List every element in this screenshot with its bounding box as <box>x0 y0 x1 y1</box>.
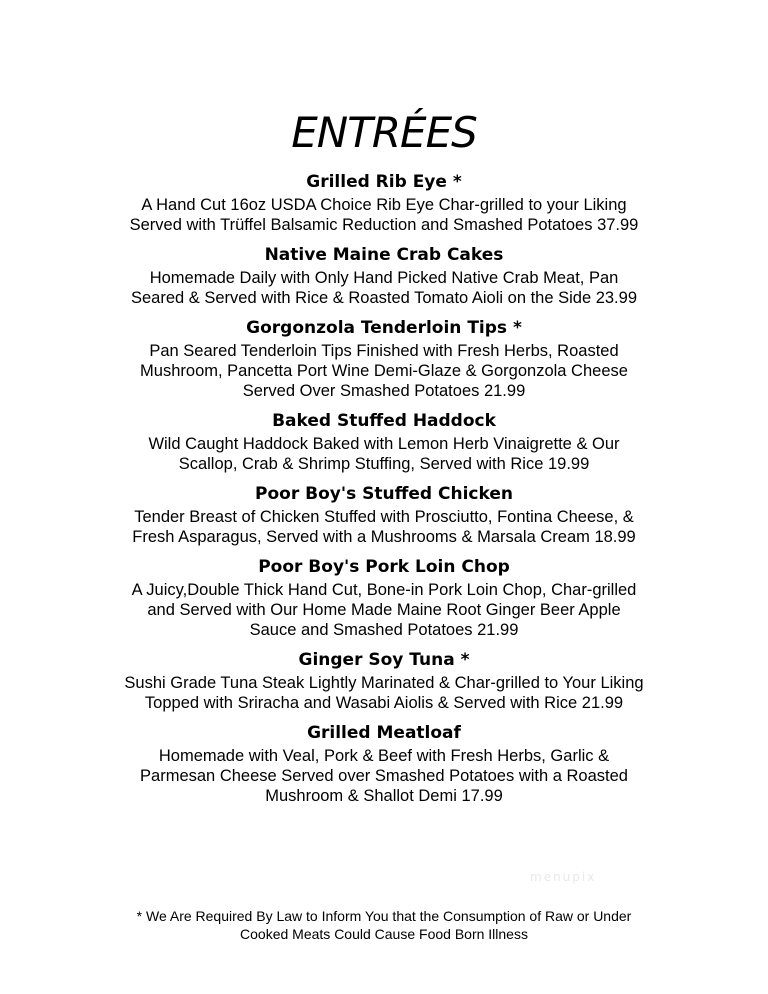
menu-item-description <box>0 341 768 401</box>
menu-item <box>0 721 768 806</box>
menu-item-name: Grilled Meatloaf <box>307 723 461 743</box>
menu-item-name: Ginger Soy Tuna * <box>298 650 470 670</box>
description-line: Homemade with Veal, Pork & Beef with Fresh Herbs, Garlic & <box>158 747 610 765</box>
menu-item <box>0 170 768 235</box>
description-line: Wild Caught Haddock Baked with Lemon Herb Vinaigrette & Our <box>148 435 620 453</box>
menu-item-description <box>0 434 768 474</box>
menu-item-description <box>0 580 768 640</box>
description-line: Served with Trüffel Balsamic Reduction and Smashed Potatoes 37.99 <box>129 216 639 234</box>
description-line: Mushroom, Pancetta Port Wine Demi-Glaze & Gorgonzola Cheese <box>140 362 628 380</box>
description-line: and Served with Our Home Made Maine Root Ginger Beer Apple <box>147 601 621 619</box>
menu-item-name: Native Maine Crab Cakes <box>264 245 504 265</box>
description-line: Parmesan Cheese Served over Smashed Potatoes with a Roasted <box>140 767 628 785</box>
menu-item <box>0 648 768 713</box>
description-line: Served Over Smashed Potatoes 21.99 <box>242 382 526 400</box>
description-line: Seared & Served with Rice & Roasted Tomato Aioli on the Side 23.99 <box>131 289 637 307</box>
footnote-line: Cooked Meats Could Cause Food Born Illness <box>240 926 528 942</box>
description-line: A Hand Cut 16oz USDA Choice Rib Eye Char-grilled to your Liking <box>141 196 627 214</box>
description-line: Homemade Daily with Only Hand Picked Native Crab Meat, Pan <box>149 269 619 287</box>
menu-item <box>0 409 768 474</box>
menu-item-name: Poor Boy's Pork Loin Chop <box>258 557 510 577</box>
description-line: Sushi Grade Tuna Steak Lightly Marinated & Char-grilled to Your Liking <box>124 674 644 692</box>
description-line: Sauce and Smashed Potatoes 21.99 <box>249 621 519 639</box>
menu-item <box>0 482 768 547</box>
page-title: ENTRÉES <box>291 108 477 157</box>
description-line: Pan Seared Tenderloin Tips Finished with Fresh Herbs, Roasted <box>149 342 619 360</box>
description-line: Fresh Asparagus, Served with a Mushrooms & Marsala Cream 18.99 <box>132 528 636 546</box>
description-line: Scallop, Crab & Shrimp Stuffing, Served with Rice 19.99 <box>178 455 590 473</box>
menu-item <box>0 316 768 401</box>
menu-item-name: Poor Boy's Stuffed Chicken <box>255 484 513 504</box>
footnote-line: * We Are Required By Law to Inform You that the Consumption of Raw or Under <box>136 908 632 924</box>
menu-item-description <box>0 673 768 713</box>
menu-item-name: Grilled Rib Eye * <box>306 172 462 192</box>
watermark: menupix <box>530 870 597 884</box>
menu-item-name: Gorgonzola Tenderloin Tips * <box>246 318 522 338</box>
menu-item-description <box>0 195 768 235</box>
menu-item-description <box>0 507 768 547</box>
description-line: A Juicy,Double Thick Hand Cut, Bone-in Pork Loin Chop, Char-grilled <box>131 581 637 599</box>
menu-item <box>0 555 768 640</box>
description-line: Tender Breast of Chicken Stuffed with Prosciutto, Fontina Cheese, & <box>134 508 634 526</box>
menu-item <box>0 243 768 308</box>
description-line: Topped with Sriracha and Wasabi Aiolis & Served with Rice 21.99 <box>144 694 624 712</box>
entree-menu <box>0 170 768 806</box>
menu-item-name: Baked Stuffed Haddock <box>272 411 496 431</box>
footnote <box>0 907 768 943</box>
description-line: Mushroom & Shallot Demi 17.99 <box>265 787 503 805</box>
menu-item-description <box>0 746 768 806</box>
menu-item-description <box>0 268 768 308</box>
